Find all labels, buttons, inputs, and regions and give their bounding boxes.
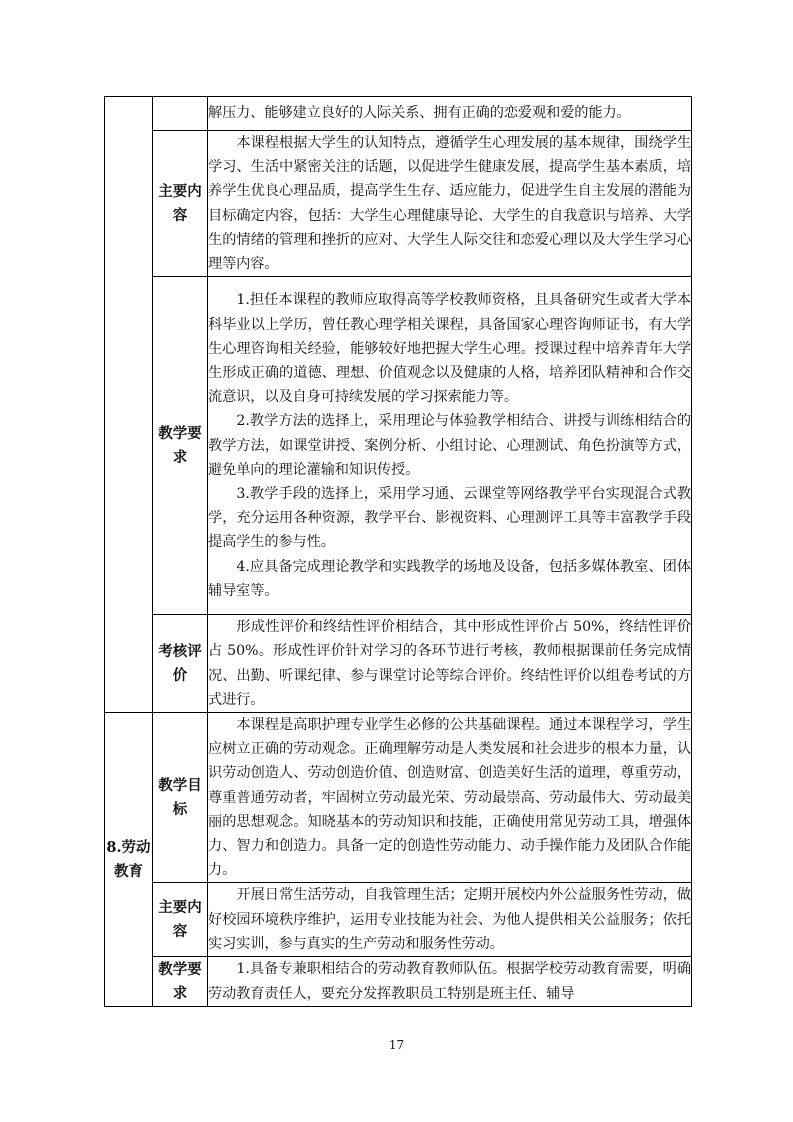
teaching-requirements-text-cell bbox=[208, 277, 692, 615]
content-cell bbox=[208, 97, 692, 131]
main-content-text-cell bbox=[208, 131, 692, 277]
page-number: 17 bbox=[388, 1038, 405, 1052]
assessment-text-cell bbox=[208, 615, 692, 713]
table-row bbox=[105, 713, 692, 883]
table-row bbox=[105, 277, 692, 615]
teaching-goal-label: 教学目标 bbox=[153, 713, 208, 883]
teaching-goal-text-cell bbox=[208, 713, 692, 883]
assessment-label: 考核评价 bbox=[153, 615, 208, 713]
table-row bbox=[105, 97, 692, 131]
table-row bbox=[105, 615, 692, 713]
curriculum-table bbox=[104, 96, 692, 1007]
teaching-requirements-label: 教学要求 bbox=[153, 277, 208, 615]
labor-content-text-cell bbox=[208, 883, 692, 957]
requirement-paragraph: 1.担任本课程的教师应取得高等学校教师资格，且具备研究生或者大学本科毕业以上学历，曾任教心理学相关课程，具备国家心理咨询师证书，有大学生心理咨询相关经验，能够较好地把握大学生心理。授课过程中培养青年大学生形成正确的道德、理想、价值观念以及健康的人格，培养团队精神和合作交流意识，以及自身可持续发展的学习探索能力等。 bbox=[208, 292, 691, 406]
labor-requirements-label: 教学要求 bbox=[153, 957, 208, 1007]
label-cell bbox=[153, 97, 208, 131]
teaching-goal-text: 本课程是高职护理专业学生必修的公共基础课程。通过本课程学习，学生应树立正确的劳动观念。正确理解劳动是人类发展和社会进步的根本力量，认识劳动创造人、劳动创造价值、创造财富、创造美好生活的道理，尊重劳动，尊重普通劳动者，牢固树立劳动最光荣、劳动最崇高、劳动最伟大、劳动最美丽的思想观念。知晓基本的劳动知识和技能，正确使用常见劳动工具，增强体力、智力和创造力。具备一定的创造性劳动能力、动手操作能力及团队合作能力。 bbox=[208, 717, 691, 879]
section-7-cell bbox=[105, 97, 153, 713]
labor-requirements-text-cell bbox=[208, 957, 692, 1007]
main-content-text: 本课程根据大学生的认知特点，遵循学生心理发展的基本规律，围绕学生学习、生活中紧密关注的话题，以促进学生健康发展，提高学生基本素质，培养学生优良心理品质，提高学生生存、适应能力，促进学生自主发展的潜能为目标确定内容，包括：大学生心理健康导论、大学生的自我意识与培养、大学生的情绪的管理和挫折的应对、大学生人际交往和恋爱心理以及大学生学习心理等内容。 bbox=[208, 135, 691, 273]
section-8-title: 8.劳动教育 bbox=[105, 713, 153, 1007]
table-row bbox=[105, 883, 692, 957]
main-content-label: 主要内容 bbox=[153, 131, 208, 277]
assessment-text: 形成性评价和终结性评价相结合，其中形成性评价占 50%，终结性评价占 50%。形成性评价针对学习的各环节进行考核，教师根据课前任务完成情况、出勤、听课纪律、参与课堂讨论等综合评价。终结性评价以组卷考试的方式进行。 bbox=[208, 619, 691, 708]
table-row bbox=[105, 131, 692, 277]
table-row bbox=[105, 957, 692, 1007]
requirement-paragraph: 2.教学方法的选择上，采用理论与体验教学相结合、讲授与训练相结合的教学方法，如课堂讲授、案例分析、小组讨论、心理测试、角色扮演等方式，避免单向的理论灌输和知识传授。 bbox=[208, 413, 691, 478]
labor-content-label: 主要内容 bbox=[153, 883, 208, 957]
requirement-paragraph: 4.应具备完成理论教学和实践教学的场地及设备，包括多媒体教室、团体辅导室等。 bbox=[208, 558, 691, 599]
labor-requirements-text: 1.具备专兼职相结合的劳动教育教师队伍。根据学校劳动教育需要，明确劳动教育责任人，要充分发挥教职员工特别是班主任、辅导 bbox=[208, 961, 691, 1002]
requirement-paragraph: 3.教学手段的选择上，采用学习通、云课堂等网络教学平台实现混合式教学，充分运用各种资源，教学平台、影视资料、心理测评工具等丰富教学手段提高学生的参与性。 bbox=[208, 486, 691, 551]
continued-text: 解压力、能够建立良好的人际关系、拥有正确的恋爱观和爱的能力。 bbox=[208, 105, 631, 122]
labor-content-text: 开展日常生活劳动，自我管理生活；定期开展校内外公益服务性劳动，做好校园环境秩序维护，运用专业技能为社会、为他人提供相关公益服务；依托实习实训，参与真实的生产劳动和服务性劳动。 bbox=[208, 887, 691, 952]
